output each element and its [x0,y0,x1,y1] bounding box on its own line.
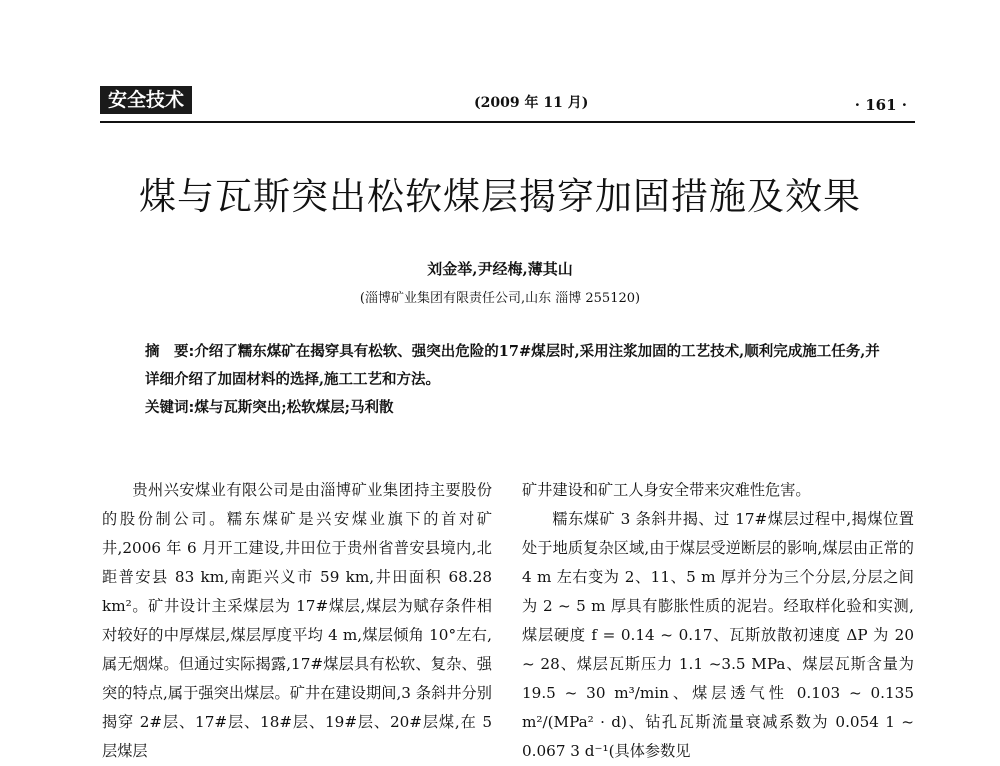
header-rule [100,121,915,123]
running-header [100,86,915,118]
body-paragraph: 矿井建设和矿工人身安全带来灾难性危害。 [522,481,811,499]
page-number: · 161 · [854,96,907,114]
abstract-text: 介绍了糯东煤矿在揭穿具有松软、强突出危险的17#煤层时,采用注浆加固的工艺技术,顺利完成施工任务,并详细介绍了加固材料的选择,施工工艺和方法。 [145,343,880,388]
body-paragraph: 糯东煤矿 3 条斜井揭、过 17#煤层过程中,揭煤位置处于地质复杂区域,由于煤层受逆断层的影响,煤层由正常的 4 m 左右变为 2、11、5 m 厚并分为三个分层,分层之间为 2 ~ 5 m 厚具有膨胀性质的泥岩。经取样化验和实测,煤层硬度 f = 0.14 ~ 0.17、瓦斯放散初速度 ΔP 为 20 ~ 28、煤层瓦斯压力 1.1 ~3.5 MPa、煤层瓦斯含量为 19.5 ~ 30 m³/min、煤层透气性 0.103 ~ 0.135 m²/(MPa² · d)、钻孔瓦斯流量衰减系数为 0.054 1 ~ 0.067 3 d⁻¹(具体参数见 [522,510,914,760]
body-paragraph: 贵州兴安煤业有限公司是由淄博矿业集团持主要股份的股份制公司。糯东煤矿是兴安煤业旗下的首对矿井,2006 年 6 月开工建设,井田位于贵州省普安县境内,北距普安县 83 km,南距兴义市 59 km,井田面积 68.28 km²。矿井设计主采煤层为 17#煤层,煤层为赋存条件相对较好的中厚煤层,煤层厚度平均 4 m,煤层倾角 10°左右,属无烟煤。但通过实际揭露,17#煤层具有松软、复杂、强突的特点,属于强突出煤层。矿井在建设期间,3 条斜井分别揭穿 2#层、17#层、18#层、19#层、20#层煤,在 5 层煤层 [102,481,492,760]
keywords-text: 煤与瓦斯突出;松软煤层;马利散 [194,399,394,416]
keywords [145,394,880,422]
article-title: 煤与瓦斯突出松软煤层揭穿加固措施及效果 [139,175,861,218]
authors: 刘金举,尹经梅,薄其山 [427,260,573,278]
affiliation: (淄博矿业集团有限责任公司,山东 淄博 255120) [359,291,641,306]
abstract-label: 摘 要: [145,344,195,360]
abstract-block [145,338,880,422]
body-column-left [102,476,492,766]
body-column-right [522,476,914,766]
section-tag: 安全技术 [100,86,192,114]
abstract [145,338,880,394]
keywords-label: 关键词: [145,400,195,416]
issue-date: (2009 年 11 月) [474,95,589,111]
